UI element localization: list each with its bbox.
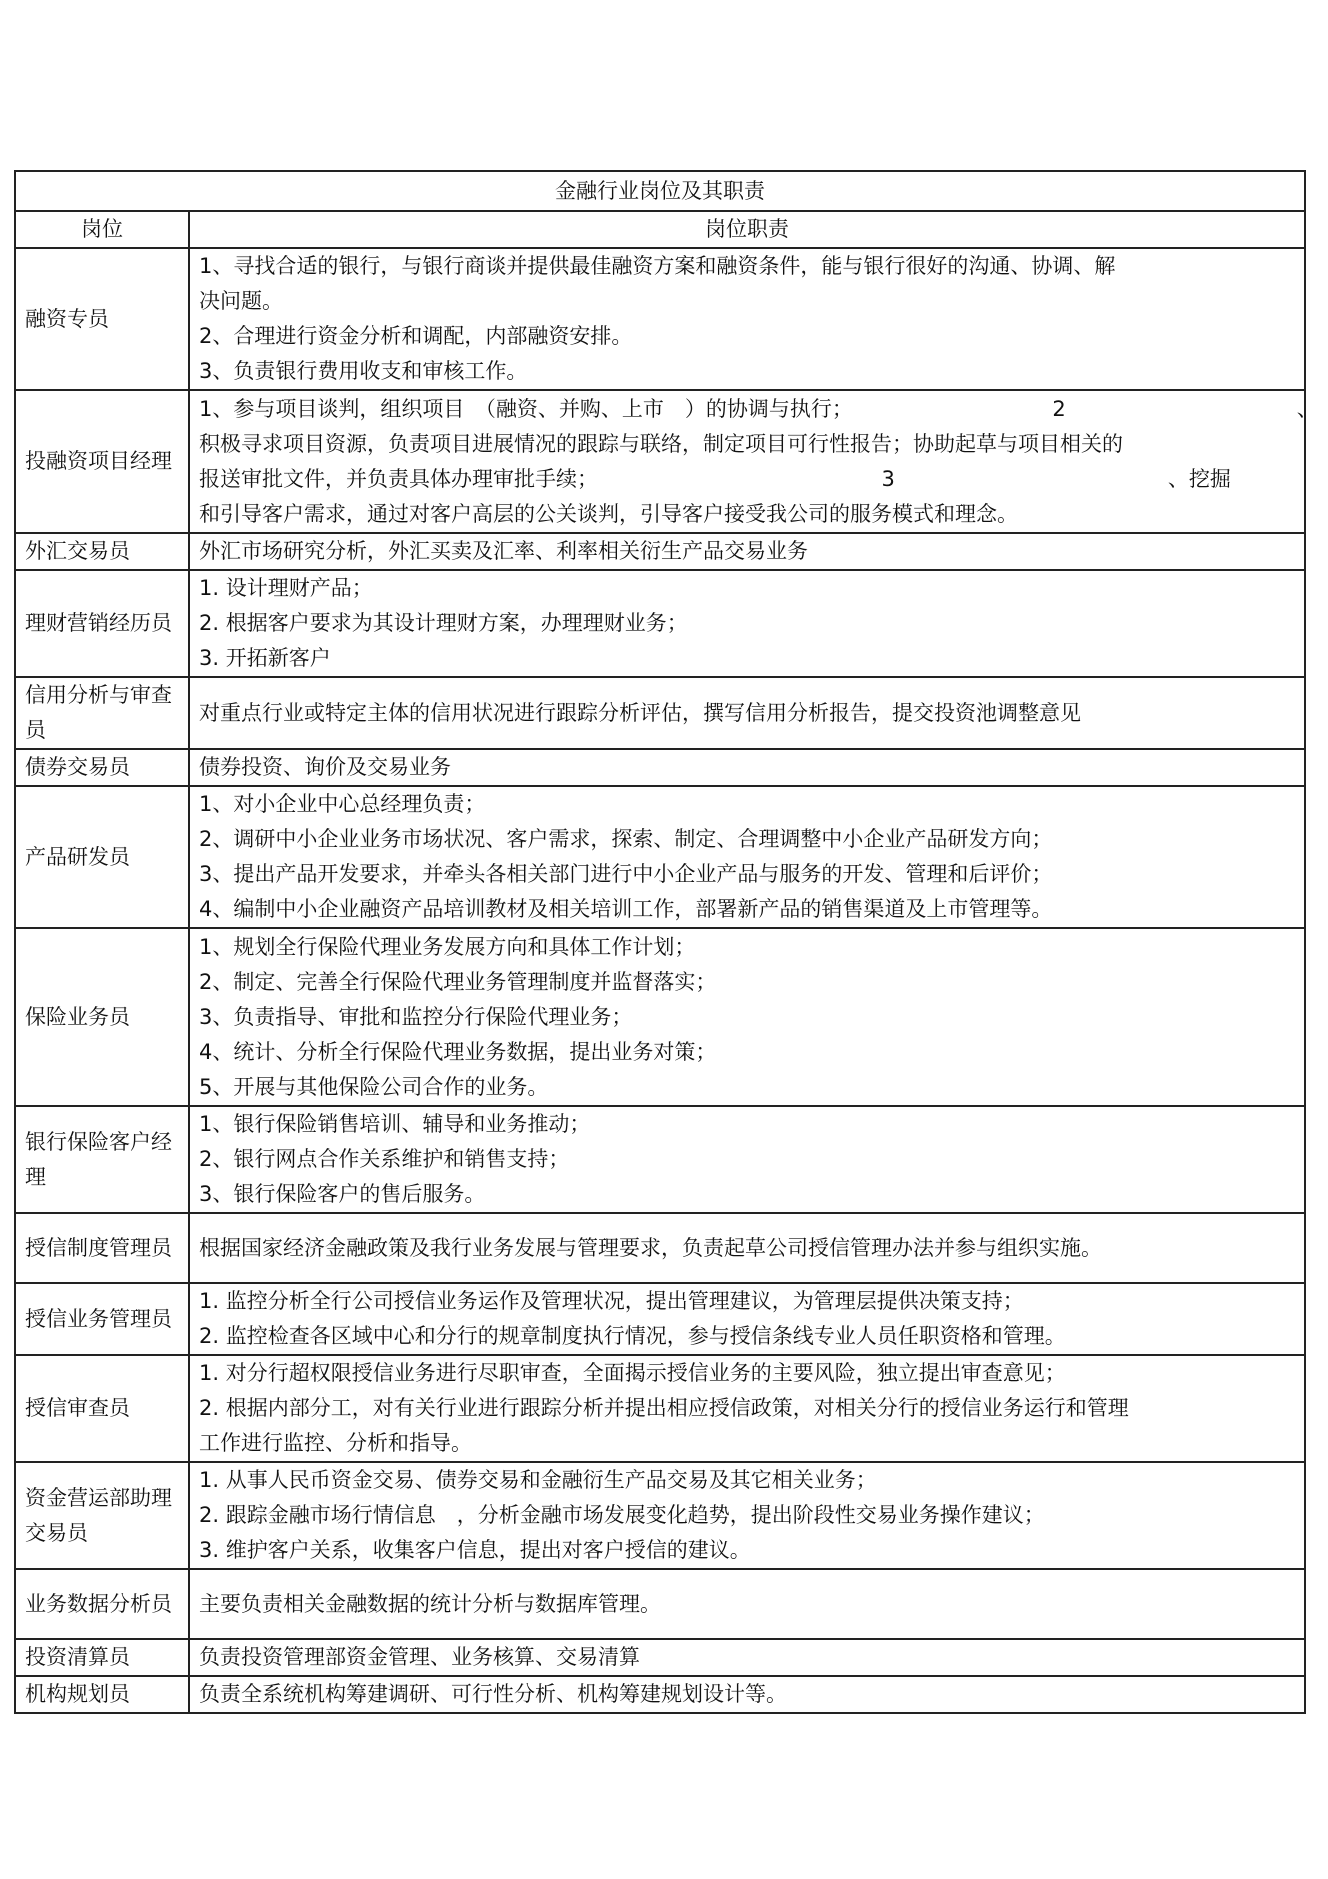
duty-line: 1. 监控分析全行公司授信业务运作及管理状况，提出管理建议，为管理层提供决策支持； [199, 1289, 1024, 1313]
table-body [15, 171, 1318, 1713]
duty-line: 5、开展与其他保险公司合作的业务。 [199, 1074, 549, 1099]
duties-cell [189, 533, 1305, 570]
duty-line: 1. 对分行超权限授信业务进行尽职审查，全面揭示授信业务的主要风险，独立提出审查意见； [199, 1361, 1066, 1385]
table-row [15, 1462, 1305, 1569]
position-cell: 外汇交易员 [15, 533, 189, 570]
duties-cell [189, 749, 1305, 786]
table-row [15, 1283, 1305, 1355]
duty-line: 对重点行业或特定主体的信用状况进行跟踪分析评估，撰写信用分析报告，提交投资池调整意见 [199, 700, 1081, 725]
table-row [15, 786, 1305, 928]
position-cell: 债券交易员 [15, 749, 189, 786]
duty-line: 2. 根据内部分工，对有关行业进行跟踪分析并提出相应授信政策，对相关分行的授信业务运行和管理 [199, 1396, 1129, 1420]
duties-cell [189, 1106, 1305, 1213]
duty-line: 决问题。 [199, 289, 283, 313]
duty-line: 根据国家经济金融政策及我行业务发展与管理要求，负责起草公司授信管理办法并参与组织实施。 [199, 1235, 1102, 1260]
duty-line: 和引导客户需求，通过对客户高层的公关谈判，引导客户接受我公司的服务模式和理念。 [199, 501, 1018, 526]
position-cell: 业务数据分析员 [15, 1569, 189, 1639]
duty-line: 3、银行保险客户的售后服务。 [199, 1182, 486, 1206]
duties-cell [189, 1462, 1305, 1569]
table-row [15, 1213, 1305, 1283]
position-cell: 产品研发员 [15, 786, 189, 928]
duties-cell [189, 390, 1318, 533]
position-cell: 理财营销经历员 [15, 570, 189, 677]
duty-line: 工作进行监控、分析和指导。 [199, 1431, 472, 1455]
table-title: 金融行业岗位及其职责 [15, 171, 1305, 211]
duty-line: 1、对小企业中心总经理负责； [199, 792, 486, 816]
duty-line: 2、制定、完善全行保险代理业务管理制度并监督落实； [199, 969, 717, 994]
duty-line: 1、参与项目谈判，组织项目 （融资、并购、上市 ）的协调与执行； 2 、 [199, 396, 1318, 421]
duty-line: 3. 开拓新客户 [199, 646, 331, 670]
table-row [15, 928, 1305, 1106]
duty-line: 2. 根据客户要求为其设计理财方案，办理理财业务； [199, 611, 688, 635]
duty-line: 1、寻找合适的银行，与银行商谈并提供最佳融资方案和融资条件，能与银行很好的沟通、协调、解 [199, 254, 1116, 278]
duty-line: 3、提出产品开发要求，并牵头各相关部门进行中小企业产品与服务的开发、管理和后评价； [199, 862, 1053, 886]
position-cell: 信用分析与审查员 [15, 677, 189, 749]
duty-line: 2、调研中小企业业务市场状况、客户需求，探索、制定、合理调整中小企业产品研发方向； [199, 827, 1053, 851]
duty-line: 3、负责银行费用收支和审核工作。 [199, 359, 528, 383]
duty-line: 外汇市场研究分析，外汇买卖及汇率、利率相关衍生产品交易业务 [199, 539, 808, 563]
position-cell: 授信业务管理员 [15, 1283, 189, 1355]
duties-cell [189, 786, 1305, 928]
duties-cell [189, 570, 1305, 677]
duties-cell [189, 928, 1305, 1106]
table-row [15, 1106, 1305, 1213]
duty-line: 1. 设计理财产品； [199, 576, 373, 600]
duty-line: 2. 跟踪金融市场行情信息 ，分析金融市场发展变化趋势，提出阶段性交易业务操作建议； [199, 1503, 1045, 1527]
duty-line: 主要负责相关金融数据的统计分析与数据库管理。 [199, 1591, 661, 1616]
duties-cell [189, 248, 1305, 390]
position-cell: 授信制度管理员 [15, 1213, 189, 1283]
duty-line: 4、编制中小企业融资产品培训教材及相关培训工作，部署新产品的销售渠道及上市管理等。 [199, 897, 1053, 921]
table-row [15, 1676, 1305, 1713]
duty-line: 2. 监控检查各区域中心和分行的规章制度执行情况，参与授信条线专业人员任职资格和管理。 [199, 1324, 1066, 1348]
position-cell: 授信审查员 [15, 1355, 189, 1462]
duties-cell [189, 1676, 1305, 1713]
position-cell: 投融资项目经理 [15, 390, 189, 533]
duty-line: 3、负责指导、审批和监控分行保险代理业务； [199, 1004, 633, 1029]
table-row [15, 570, 1305, 677]
table-row [15, 1569, 1305, 1639]
position-cell: 保险业务员 [15, 928, 189, 1106]
table-row [15, 677, 1305, 749]
table-row [15, 390, 1305, 533]
duty-line: 积极寻求项目资源，负责项目进展情况的跟踪与联络，制定项目可行性报告；协助起草与项目相关的 [199, 431, 1123, 456]
duties-cell [189, 1283, 1305, 1355]
position-cell: 机构规划员 [15, 1676, 189, 1713]
job-duties-table [14, 170, 1318, 1714]
duties-cell [189, 677, 1305, 749]
position-cell: 融资专员 [15, 248, 189, 390]
duty-line: 2、合理进行资金分析和调配，内部融资安排。 [199, 324, 633, 348]
duty-line: 1、银行保险销售培训、辅导和业务推动； [199, 1112, 591, 1136]
position-cell: 银行保险客户经理 [15, 1106, 189, 1213]
position-cell: 资金营运部助理交易员 [15, 1462, 189, 1569]
table-row [15, 533, 1305, 570]
duties-cell [189, 1213, 1305, 1283]
duty-line: 债券投资、询价及交易业务 [199, 755, 451, 779]
table-row [15, 749, 1305, 786]
duty-line: 负责投资管理部资金管理、业务核算、交易清算 [199, 1645, 640, 1669]
position-cell: 投资清算员 [15, 1639, 189, 1676]
title-row [15, 171, 1305, 211]
table-row [15, 1355, 1305, 1462]
duty-line: 1. 从事人民币资金交易、债券交易和金融衍生产品交易及其它相关业务； [199, 1468, 877, 1492]
table-row [15, 1639, 1305, 1676]
header-duties: 岗位职责 [189, 211, 1305, 248]
header-row [15, 211, 1305, 248]
duty-line: 4、统计、分析全行保险代理业务数据，提出业务对策； [199, 1039, 717, 1064]
duty-line: 1、规划全行保险代理业务发展方向和具体工作计划； [199, 934, 696, 959]
duty-line: 2、银行网点合作关系维护和销售支持； [199, 1147, 570, 1171]
duties-cell [189, 1355, 1305, 1462]
duty-line: 报送审批文件，并负责具体办理审批手续； 3 、挖掘 [199, 466, 1231, 491]
duties-cell [189, 1639, 1305, 1676]
duty-line: 3. 维护客户关系，收集客户信息，提出对客户授信的建议。 [199, 1538, 751, 1562]
duties-cell [189, 1569, 1305, 1639]
table-row [15, 248, 1305, 390]
header-position: 岗位 [15, 211, 189, 248]
duty-line: 负责全系统机构筹建调研、可行性分析、机构筹建规划设计等。 [199, 1682, 787, 1706]
